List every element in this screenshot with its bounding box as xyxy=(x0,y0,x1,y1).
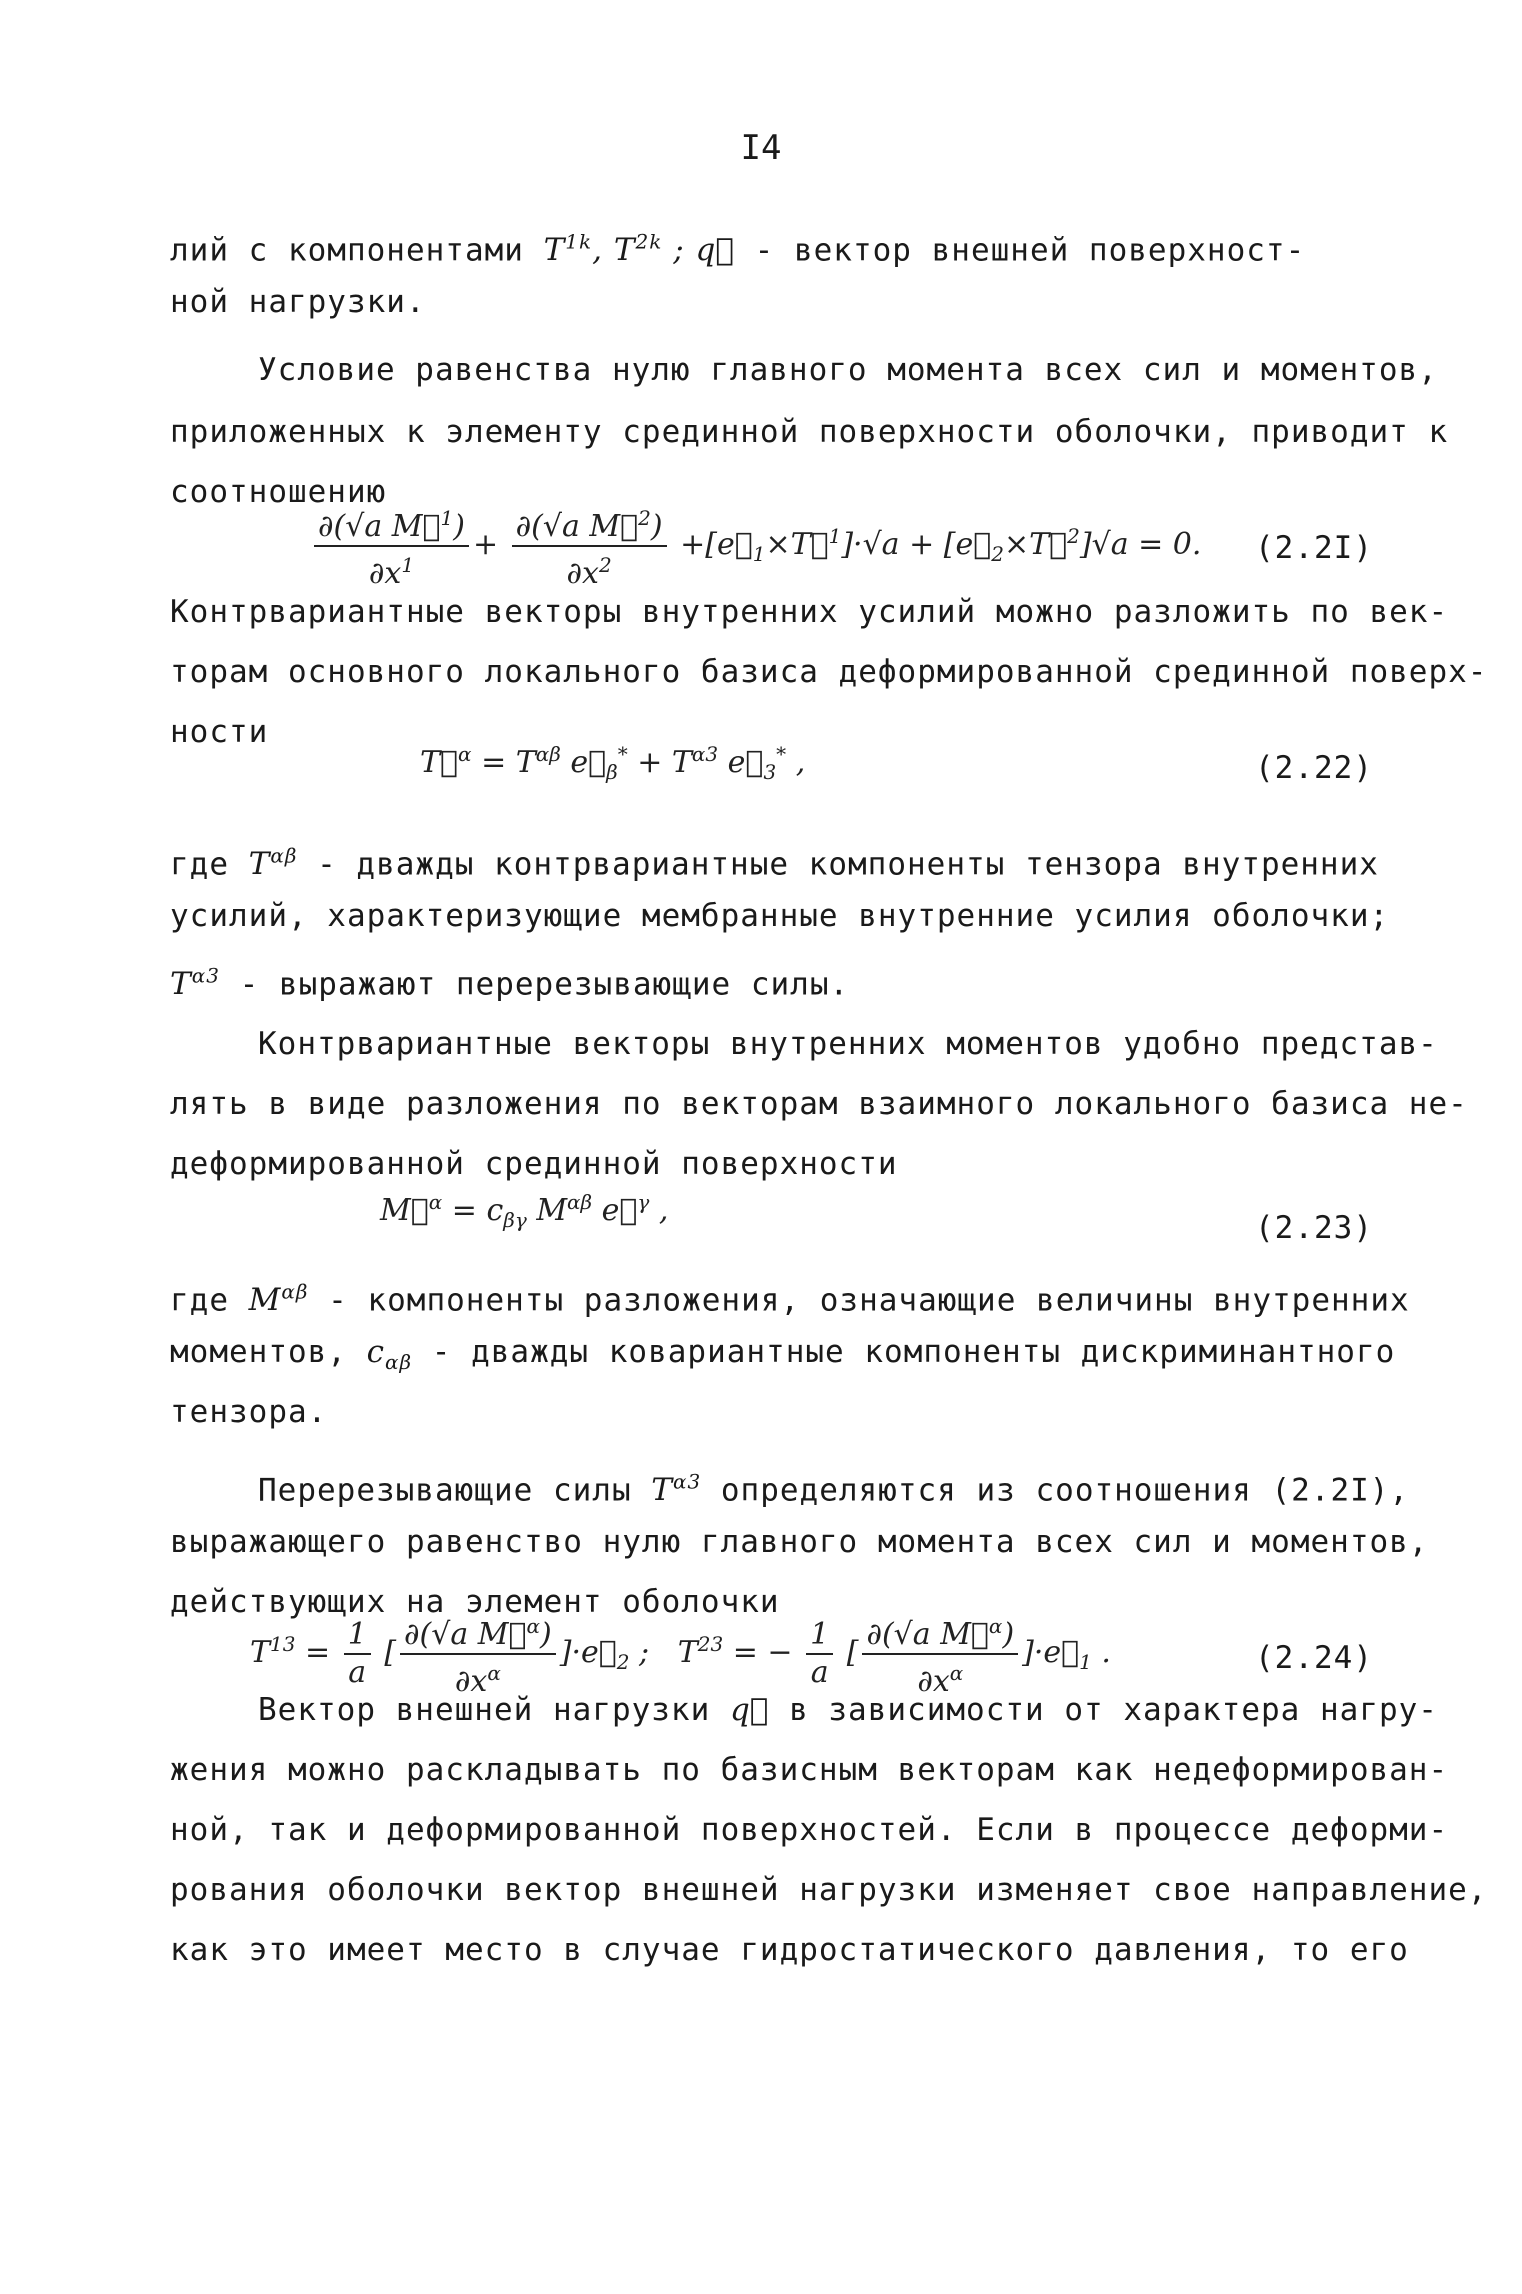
text-line: Вектор внешней нагрузки q⃗ в зависимости от характера нагру- xyxy=(258,1692,1438,1728)
text-line: ности xyxy=(170,714,269,750)
text-line: Контрвариантные векторы внутренних усилий можно разложить по век- xyxy=(170,594,1449,630)
text-line: ной нагрузки. xyxy=(170,284,426,320)
text-line: лий с компонентами $T^{1k}$, $T^{2k}$ ; q⃗ - вектор внешней поверхност- xyxy=(170,230,1306,269)
text-line: жения можно раскладывать по базисным векторам как недеформирован- xyxy=(170,1752,1449,1788)
text-line: рования оболочки вектор внешней нагрузки изменяет свое направление, xyxy=(170,1872,1488,1908)
text-line: где $M^{\alpha\beta}$ - компоненты разложения, означающие величины внутренних xyxy=(170,1280,1410,1319)
equation-2-21: $\frac{\partial(√a M⃗^1)}{\partial x^1}$ + $\frac{\partial(√a M⃗^2)}{\partial x^2}$ $+[e⃗_1\times T⃗^1]\cdot√a$ + $[e⃗_2\times T⃗^2]√a = 0$. xyxy=(310,500,1201,592)
equation-number: (2.22) xyxy=(1255,750,1373,786)
text-line: усилий, характеризующие мембранные внутренние усилия оболочки; xyxy=(170,898,1390,934)
text-line: моментов, $c_{\alpha\beta}$ - дважды ковариантные компоненты дискриминантного xyxy=(170,1334,1396,1375)
page-number: I4 xyxy=(740,128,782,168)
text-line: как это имеет место в случае гидростатического давления, то его xyxy=(170,1932,1409,1968)
text-line: соотношению xyxy=(170,474,387,510)
text-line: торам основного локального базиса деформированной срединной поверх- xyxy=(170,654,1488,690)
equation-2-23: M⃗$^\alpha$ = $c_{\beta\gamma}$ $M^{\alpha\beta}$ e⃗$^\gamma$ , xyxy=(380,1190,669,1232)
equation-number: (2.2I) xyxy=(1255,530,1373,566)
text-line: Условие равенства нулю главного момента всех сил и моментов, xyxy=(258,352,1438,388)
equation-2-24: $T^{13}$ = $\frac{1}{a}$ [ $\frac{\partial(√a M⃗^\alpha)}{\partial x^\alpha}$ ]$\cdot e⃗_2$ ; $T^{23}$ = − $\frac{1}{a}$ [ $\frac{\partial(√a M⃗^\alpha)}{\partial x^\alpha}$ ]$\cdot e⃗_1$ . xyxy=(250,1608,1111,1700)
text-line: выражающего равенство нулю главного момента всех сил и моментов, xyxy=(170,1524,1429,1560)
text-line: Перерезывающие силы $T^{\alpha 3}$ определяются из соотношения (2.2I), xyxy=(258,1470,1410,1509)
text-line: приложенных к элементу срединной поверхности оболочки, приводит к xyxy=(170,414,1449,450)
text-line: тензора. xyxy=(170,1394,328,1430)
text-line: где $T^{\alpha\beta}$ - дважды контрвариантные компоненты тензора внутренних xyxy=(170,844,1379,883)
equation-2-22: T⃗$^\alpha$ = $T^{\alpha\beta}$ $e⃗_\beta^* + T^{\alpha 3}$ $e⃗_3^*$ , xyxy=(420,742,806,784)
text-line: деформированной срединной поверхности xyxy=(170,1146,898,1182)
text-line: Контрвариантные векторы внутренних моментов удобно представ- xyxy=(258,1026,1438,1062)
text-line: действующих на элемент оболочки xyxy=(170,1584,780,1620)
equation-number: (2.23) xyxy=(1255,1210,1373,1246)
text-line: ной, так и деформированной поверхностей. Если в процессе деформи- xyxy=(170,1812,1449,1848)
text-line: лять в виде разложения по векторам взаимного локального базиса не- xyxy=(170,1086,1468,1122)
text-line: $T^{\alpha 3}$ - выражают перерезывающие силы. xyxy=(170,964,850,1003)
equation-number: (2.24) xyxy=(1255,1640,1373,1676)
